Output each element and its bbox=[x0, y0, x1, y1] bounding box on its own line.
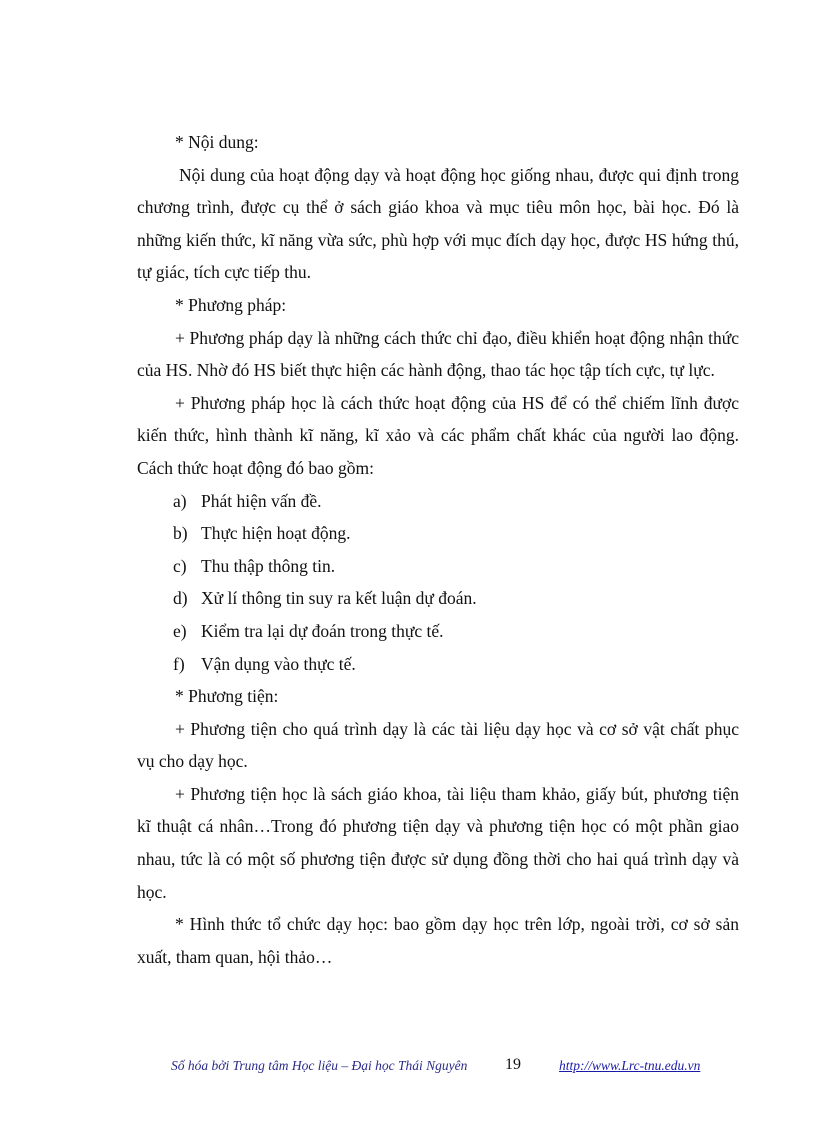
list-item bbox=[137, 582, 739, 615]
list-item-text: Vận dụng vào thực tế. bbox=[201, 653, 356, 674]
paragraph-noi-dung: Nội dung của hoạt động dạy và hoạt động học giống nhau, được qui định trong chương trình, được cụ thể ở sách giáo khoa và mục tiêu môn học, bài học. Đó là những kiến thức, kĩ năng vừa sức, phù hợp với mục đích dạy học, được HS hứng thú, tự giác, tích cực tiếp thu. bbox=[137, 164, 739, 283]
list-item-label: e) bbox=[173, 620, 187, 641]
list-item bbox=[137, 648, 739, 681]
paragraph-hinh-thuc-to-chuc: * Hình thức tổ chức dạy học: bao gồm dạy học trên lớp, ngoài trời, cơ sở sản xuất, tham quan, hội thảo… bbox=[137, 914, 739, 967]
list-item-label: a) bbox=[173, 490, 187, 511]
list-item-label: d) bbox=[173, 588, 188, 609]
list-item-text: Kiểm tra lại dự đoán trong thực tế. bbox=[201, 620, 444, 641]
paragraph-phuong-phap-hoc: + Phương pháp học là cách thức hoạt động của HS để có thể chiếm lĩnh được kiến thức, hình thành kĩ năng, kĩ xảo và các phẩm chất khác của người lao động. Cách thức hoạt động đó bao gồm: bbox=[137, 392, 739, 478]
page-content bbox=[137, 126, 739, 973]
heading-phuong-phap: * Phương pháp: bbox=[175, 294, 287, 315]
list-item bbox=[137, 517, 739, 550]
list-item-label: c) bbox=[173, 555, 187, 576]
paragraph-phuong-tien-hoc: + Phương tiện học là sách giáo khoa, tài liệu tham khảo, giấy bút, phương tiện kĩ thuật cá nhân…Trong đó phương tiện dạy và phương tiện học có một phần giao nhau, tức là có một số phương tiện được sử dụng đồng thời cho hai quá trình dạy và học. bbox=[137, 783, 739, 902]
list-item bbox=[137, 485, 739, 518]
list-item-text: Phát hiện vấn đề. bbox=[201, 490, 322, 511]
list-item-label: f) bbox=[173, 653, 185, 674]
heading-noi-dung: * Nội dung: bbox=[175, 132, 259, 152]
page-footer bbox=[0, 1058, 816, 1078]
list-item-text: Thực hiện hoạt động. bbox=[201, 523, 351, 544]
list-item bbox=[137, 615, 739, 648]
footer-source-text: Số hóa bởi Trung tâm Học liệu – Đại học Thái Nguyên bbox=[171, 1058, 468, 1073]
paragraph-phuong-tien-day: + Phương tiện cho quá trình dạy là các tài liệu dạy học và cơ sở vật chất phục vụ cho dạy học. bbox=[137, 718, 739, 772]
list-item-text: Thu thập thông tin. bbox=[201, 555, 336, 576]
paragraph-phuong-phap-day: + Phương pháp dạy là những cách thức chỉ đạo, điều khiển hoạt động nhận thức của HS. Nhờ đó HS biết thực hiện các hành động, thao tác học tập tích cực, tự lực. bbox=[137, 327, 739, 381]
list-item bbox=[137, 550, 739, 583]
page-number: 19 bbox=[505, 1056, 521, 1073]
footer-url-link[interactable]: http://www.Lrc-tnu.edu.vn bbox=[559, 1058, 701, 1073]
list-item-text: Xử lí thông tin suy ra kết luận dự đoán. bbox=[201, 588, 477, 609]
list-item-label: b) bbox=[173, 523, 188, 544]
heading-phuong-tien: * Phương tiện: bbox=[175, 686, 279, 707]
